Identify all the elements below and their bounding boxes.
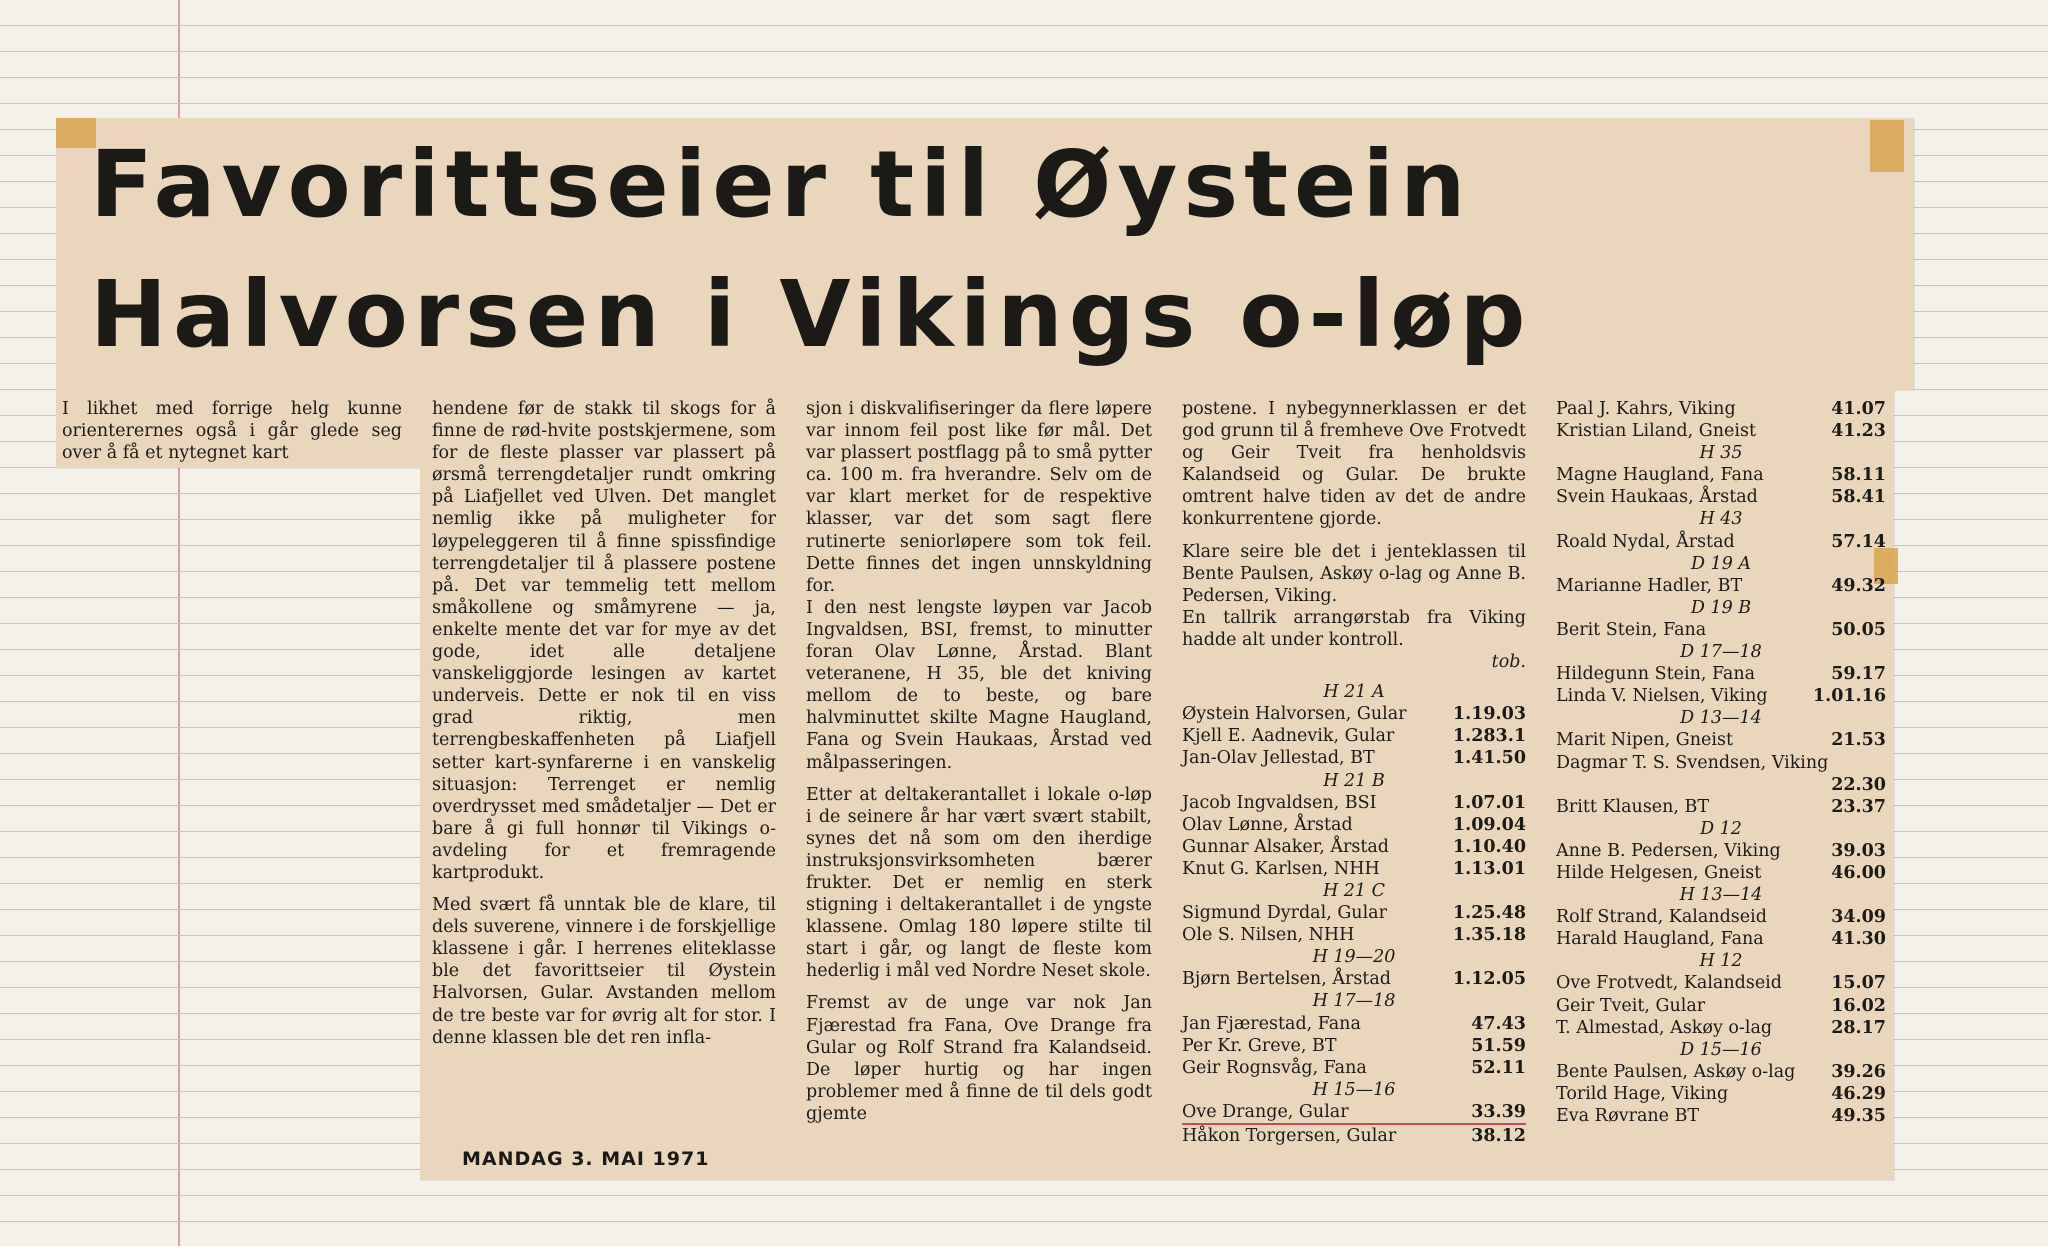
result-class-heading: H 35 xyxy=(1699,443,1743,464)
result-time: 52.11 xyxy=(1471,1057,1526,1078)
result-class-heading: D 19 B xyxy=(1690,597,1752,618)
result-row xyxy=(1182,968,1526,990)
result-name: Harald Haugland, Fana xyxy=(1556,929,1764,950)
article-column-3 xyxy=(806,398,1152,1125)
result-name: Kjell E. Aadnevik, Gular xyxy=(1182,726,1395,747)
result-time: 28.17 xyxy=(1831,1017,1886,1038)
result-row xyxy=(1182,1057,1526,1079)
result-name: Øystein Halvorsen, Gular xyxy=(1182,704,1407,725)
result-class-heading: H 15—16 xyxy=(1312,1079,1396,1100)
result-time: 49.32 xyxy=(1831,575,1886,596)
result-name: T. Almestad, Askøy o-lag xyxy=(1556,1017,1773,1038)
results-list-1 xyxy=(1182,681,1526,1147)
result-row xyxy=(1556,796,1886,818)
result-name: Anne B. Pedersen, Viking xyxy=(1556,840,1781,861)
result-name: Bente Paulsen, Askøy o-lag xyxy=(1556,1061,1796,1082)
result-time: 1.283.1 xyxy=(1452,726,1526,747)
headline-line-1: Favorittseier til Øystein xyxy=(90,131,1472,238)
result-time: 58.41 xyxy=(1831,487,1886,508)
result-time: 1.10.40 xyxy=(1452,836,1526,857)
result-name: Jan-Olav Jellestad, BT xyxy=(1182,748,1375,769)
result-row xyxy=(1182,858,1526,880)
results-list-2 xyxy=(1556,398,1886,1127)
result-time: 1.09.04 xyxy=(1452,814,1526,835)
result-time: 33.39 xyxy=(1471,1101,1526,1122)
result-name: Per Kr. Greve, BT xyxy=(1182,1035,1337,1056)
result-row xyxy=(1556,420,1886,442)
result-row xyxy=(1556,995,1886,1017)
result-name: Hilde Helgesen, Gneist xyxy=(1556,862,1762,883)
result-row xyxy=(1182,747,1526,769)
result-time: 34.09 xyxy=(1831,907,1886,928)
result-time: 1.25.48 xyxy=(1452,903,1526,924)
result-row xyxy=(1556,464,1886,486)
result-name: Sigmund Dyrdal, Gular xyxy=(1182,903,1387,924)
result-time: 51.59 xyxy=(1471,1035,1526,1056)
result-row xyxy=(1556,575,1886,597)
paragraph: hendene før de stakk til skogs for å finne de rød-hvite postskjermene, som for de fleste plasser var plassert på ørsmå terrengdetaljer rundt omkring på Liafjellet ved Ulven. Det manglet nemlig ikke på muligheter for løypeleggeren til å finne spissfindige terrengdetaljer til å plassere postene på. Det var temmelig tett mellom småkollene og småmyrene — ja, enkelte mente det var for mye av det gode, idet alle detaljene vanskeliggjorde lesingen av kartet underveis. Dette er nok til en viss grad riktig, men terrengbeskaffenheten på Liafjell setter kart-synfarerne i en vanskelig situasjon: Terrenget er nemlig overdrysset med smådetaljer — Det er bare å gi full honnør til Vikings o-avdeling for et fremragende kartprodukt. xyxy=(432,399,776,883)
result-time: 49.35 xyxy=(1831,1106,1886,1126)
result-row xyxy=(1556,928,1886,950)
result-name: Torild Hage, Viking xyxy=(1556,1083,1729,1104)
paragraph: Klare seire ble det i jenteklassen til Bente Paulsen, Askøy o-lag og Anne B. Pedersen, Viking. xyxy=(1182,541,1526,606)
paragraph: En tallrik arrangørstab fra Viking hadde alt under kontroll. xyxy=(1182,607,1526,650)
result-time: 1.01.16 xyxy=(1812,686,1886,707)
result-class-heading: H 21 A xyxy=(1323,682,1385,703)
result-time: 1.19.03 xyxy=(1452,704,1526,725)
result-time: 46.29 xyxy=(1831,1083,1886,1104)
result-name: Linda V. Nielsen, Viking xyxy=(1556,686,1768,707)
result-class-heading: D 15—16 xyxy=(1680,1039,1762,1060)
result-name: Berit Stein, Fana xyxy=(1556,619,1707,640)
result-class-heading: H 19—20 xyxy=(1312,947,1396,968)
dateline: MANDAG 3. MAI 1971 xyxy=(462,1148,710,1170)
result-row xyxy=(1556,862,1886,884)
paragraph: Etter at deltakerantallet i lokale o-løp i de seinere år har vært svært stabilt, synes det nå som om den iherdige instruksjonsvirksomheten bærer frukter. Det er nemlig en sterk stigning i deltakerantallet i de yngste klassene. Omlag 180 løpere stilte til start i går, og langt de fleste kom hederlig i mål ved Nordre Neset skole. xyxy=(806,784,1152,982)
result-row xyxy=(1182,703,1526,725)
result-row xyxy=(1556,486,1886,508)
result-row xyxy=(1556,685,1886,707)
result-time: 15.07 xyxy=(1831,973,1886,994)
result-row xyxy=(1182,792,1526,814)
result-time: 1.12.05 xyxy=(1452,969,1526,990)
article-column-5 xyxy=(1556,398,1886,1127)
result-time: 39.26 xyxy=(1831,1061,1886,1082)
result-name: Ove Drange, Gular xyxy=(1182,1101,1349,1122)
result-row xyxy=(1556,840,1886,862)
paragraph: Med svært få unntak ble de klare, til dels suverene, vinnere i de forskjellige klassene i går. I herrenes eliteklasse ble det favorittseier til Øystein Halvorsen, Gular. Avstanden mellom de tre beste var for øvrig alt for stor. I denne klassen ble det ren infla- xyxy=(432,895,776,1048)
result-name: Paal J. Kahrs, Viking xyxy=(1556,399,1736,419)
result-name: Gunnar Alsaker, Årstad xyxy=(1182,836,1389,857)
result-time: 1.07.01 xyxy=(1452,792,1526,813)
result-name: Håkon Torgersen, Gular xyxy=(1182,1126,1397,1146)
result-time: 46.00 xyxy=(1831,862,1886,883)
result-name: Britt Klausen, BT xyxy=(1556,796,1710,817)
result-class-heading: H 21 C xyxy=(1322,880,1386,901)
result-row xyxy=(1182,814,1526,836)
result-time: 50.05 xyxy=(1831,619,1886,640)
result-row xyxy=(1556,972,1886,994)
result-class-heading: H 17—18 xyxy=(1312,991,1396,1012)
headline xyxy=(90,120,1870,380)
article-column-2 xyxy=(432,398,776,1049)
result-name: Ole S. Nilsen, NHH xyxy=(1182,925,1355,946)
result-row xyxy=(1556,752,1886,774)
result-row xyxy=(1182,1035,1526,1057)
author-signature: tob. xyxy=(1491,652,1526,673)
result-name: Eva Røvrane BT xyxy=(1556,1106,1700,1126)
paragraph: sjon i diskvalifiseringer da flere løpere var innom feil post like før mål. Det var plassert postflagg på to små pytter ca. 100 m. fra hverandre. Selv om de var klart merket for de respektive klasser, var det som sagt flere rutinerte seniorløpere som tok feil. Dette finnes det ingen unnskyldning for. xyxy=(806,399,1152,596)
paragraph: I den nest lengste løypen var Jacob Ingvaldsen, BSI, fremst, to minutter foran Olav Lønne, Årstad. Blant veteranene, H 35, ble det kniving mellom de to beste, og bare halvminuttet skilte Magne Haugland, Fana og Svein Haukaas, Årstad ved målpasseringen. xyxy=(806,597,1152,773)
result-row xyxy=(1556,1061,1886,1083)
result-name: Jacob Ingvaldsen, BSI xyxy=(1182,792,1377,813)
result-name: Knut G. Karlsen, NHH xyxy=(1182,858,1380,879)
result-row xyxy=(1182,725,1526,747)
result-class-heading: D 13—14 xyxy=(1680,708,1762,729)
result-row xyxy=(1182,924,1526,946)
result-time: 38.12 xyxy=(1471,1126,1526,1146)
result-row xyxy=(1182,1125,1526,1147)
result-row xyxy=(1556,1083,1886,1105)
result-time: 23.37 xyxy=(1831,796,1886,817)
result-name: Ove Frotvedt, Kalandseid xyxy=(1556,973,1782,994)
result-name: Marit Nipen, Gneist xyxy=(1556,730,1733,751)
result-row xyxy=(1556,619,1886,641)
result-time: 39.03 xyxy=(1831,840,1886,861)
result-time: 59.17 xyxy=(1831,664,1886,685)
result-class-heading: H 21 B xyxy=(1323,770,1385,791)
result-row xyxy=(1556,729,1886,751)
result-name: Roald Nydal, Årstad xyxy=(1556,531,1735,552)
result-name: Geir Tveit, Gular xyxy=(1556,995,1706,1016)
result-row xyxy=(1556,531,1886,553)
result-row xyxy=(1182,836,1526,858)
result-row xyxy=(1556,398,1886,420)
result-name: Svein Haukaas, Årstad xyxy=(1556,487,1758,508)
result-row xyxy=(1182,1101,1526,1125)
result-class-heading: H 13—14 xyxy=(1679,885,1763,906)
result-row xyxy=(1556,663,1886,685)
result-class-heading: D 17—18 xyxy=(1680,642,1762,663)
result-time: 41.30 xyxy=(1831,929,1886,950)
result-class-heading: D 12 xyxy=(1700,818,1742,839)
result-name: Hildegunn Stein, Fana xyxy=(1556,664,1756,685)
result-name: Magne Haugland, Fana xyxy=(1556,465,1764,486)
result-time: 58.11 xyxy=(1831,465,1886,486)
result-time: 1.41.50 xyxy=(1452,748,1526,769)
article-column-4 xyxy=(1182,398,1526,1147)
paragraph: postene. I nybegynnerklassen er det god grunn til å fremheve Ove Frotvedt og Geir Tveit fra henholdsvis Kalandseid og Gular. De brukte omtrent halve tiden av det de andre konkurrentene gjorde. xyxy=(1182,399,1526,530)
result-class-heading: H 43 xyxy=(1699,509,1743,530)
result-name: Marianne Hadler, BT xyxy=(1556,575,1743,596)
result-name: Bjørn Bertelsen, Årstad xyxy=(1182,969,1391,990)
result-time: 1.13.01 xyxy=(1452,858,1526,879)
result-row xyxy=(1556,906,1886,928)
result-row xyxy=(1556,774,1886,796)
result-name: Rolf Strand, Kalandseid xyxy=(1556,907,1767,928)
result-time: 1.35.18 xyxy=(1452,925,1526,946)
result-name: Kristian Liland, Gneist xyxy=(1556,421,1756,442)
result-name: Dagmar T. S. Svendsen, Viking xyxy=(1556,752,1829,773)
article-column-1 xyxy=(62,398,402,464)
result-time: 21.53 xyxy=(1831,730,1886,751)
result-class-heading: H 12 xyxy=(1699,951,1743,972)
tape-top-right xyxy=(1870,120,1904,172)
result-row xyxy=(1182,1013,1526,1035)
headline-line-2: Halvorsen i Vikings o-løp xyxy=(90,261,1532,368)
result-row xyxy=(1556,1105,1886,1127)
result-time: 47.43 xyxy=(1471,1013,1526,1034)
result-name: Jan Fjærestad, Fana xyxy=(1182,1013,1361,1034)
result-time: 16.02 xyxy=(1831,995,1886,1016)
paragraph: I likhet med forrige helg kunne orienterernes også i går glede seg over å få et nytegnet kart xyxy=(62,399,402,464)
result-row xyxy=(1182,902,1526,924)
result-time: 41.07 xyxy=(1831,399,1886,419)
paragraph: Fremst av de unge var nok Jan Fjærestad fra Fana, Ove Drange fra Gular og Rolf Strand fra Kalandseid. De løper hurtig og har ingen problemer med å finne de til dels godt gjemte xyxy=(806,993,1152,1124)
result-name: Geir Rognsvåg, Fana xyxy=(1182,1057,1367,1078)
result-time: 22.30 xyxy=(1831,774,1886,795)
result-class-heading: D 19 A xyxy=(1690,553,1752,574)
result-row xyxy=(1556,1017,1886,1039)
result-time: 57.14 xyxy=(1831,531,1886,552)
result-time: 41.23 xyxy=(1831,421,1886,442)
result-name: Olav Lønne, Årstad xyxy=(1182,814,1353,835)
